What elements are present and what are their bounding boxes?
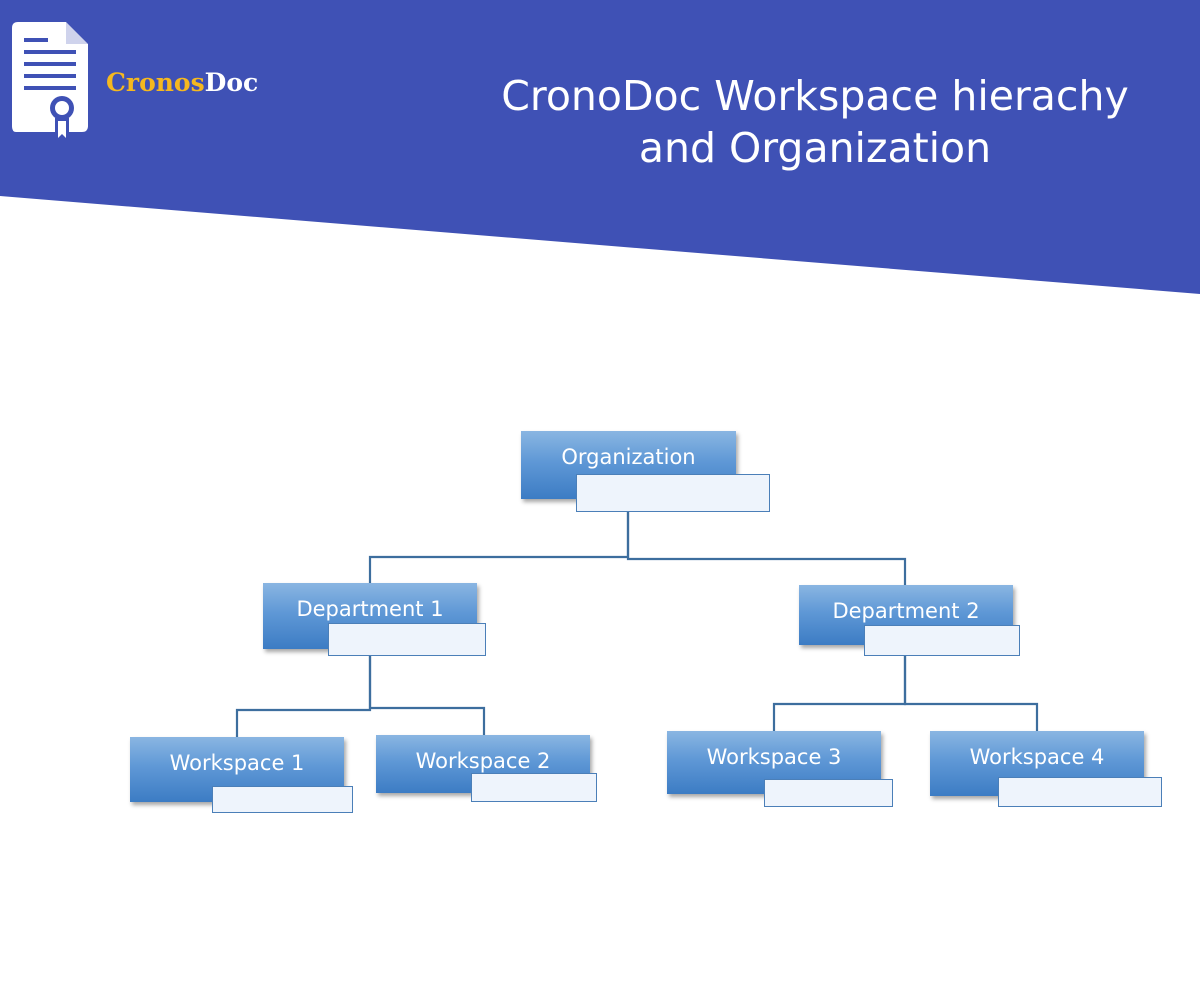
node-department-2-subbox xyxy=(864,625,1020,656)
connector-dept1-to-ws2 xyxy=(370,655,484,736)
node-workspace-4-label: Workspace 4 xyxy=(969,745,1105,769)
node-organization-subbox xyxy=(576,474,770,512)
node-organization-label: Organization xyxy=(561,445,696,469)
node-workspace-2-label: Workspace 2 xyxy=(415,749,551,773)
connector-dept2-to-ws4 xyxy=(905,655,1037,732)
node-workspace-3-label: Workspace 3 xyxy=(706,745,842,769)
node-department-2-label: Department 2 xyxy=(832,599,980,623)
brand-name-part1: Cronos xyxy=(106,68,205,97)
page-title-line1: CronoDoc Workspace hierachy xyxy=(501,72,1129,120)
node-workspace-2-subbox xyxy=(471,773,597,802)
connector-org-to-dept2 xyxy=(628,512,905,586)
page-title-line2: and Organization xyxy=(638,124,992,172)
node-workspace-1-label: Workspace 1 xyxy=(169,751,305,775)
node-workspace-3-subbox xyxy=(764,779,893,807)
node-workspace-1-subbox xyxy=(212,786,353,813)
connector-dept2-to-ws3 xyxy=(774,655,905,732)
node-department-1-label: Department 1 xyxy=(296,597,444,621)
connector-dept1-to-ws1 xyxy=(237,655,370,738)
brand-name-part2: Doc xyxy=(204,68,259,97)
node-workspace-4-subbox xyxy=(998,777,1162,807)
connector-org-to-dept1 xyxy=(370,512,628,584)
node-department-1-subbox xyxy=(328,623,486,656)
